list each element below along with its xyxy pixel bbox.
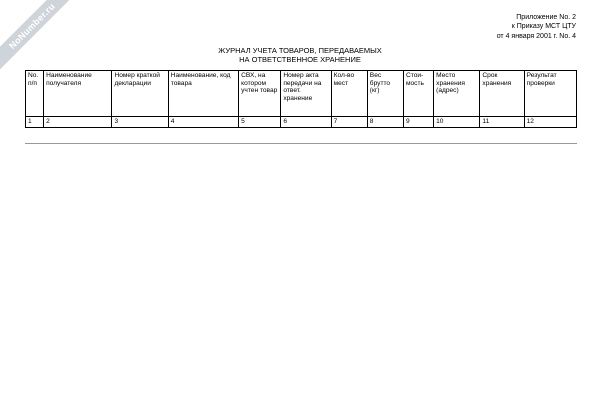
column-header: Номер краткой декларации — [112, 71, 168, 117]
appendix-note — [497, 13, 576, 41]
appendix-line: Приложение No. 2 — [516, 14, 576, 21]
column-header: СВХ, на котором учтен товар — [239, 71, 281, 117]
column-number-row — [26, 117, 577, 128]
header-row — [26, 71, 577, 117]
column-number-cell: 4 — [168, 117, 238, 128]
column-number-cell: 10 — [434, 117, 480, 128]
page-separator-line — [25, 143, 577, 144]
watermark-ribbon: NoNumber.ru — [0, 0, 80, 74]
column-header: Вес брутто (кг) — [367, 71, 403, 117]
column-number-cell: 1 — [26, 117, 44, 128]
appendix-line: от 4 января 2001 г. No. 4 — [496, 32, 576, 40]
column-header: No. п/п — [26, 71, 44, 117]
column-header: Стои- мость — [403, 71, 433, 117]
journal-table — [25, 70, 577, 128]
column-number-cell: 2 — [44, 117, 112, 128]
column-header: Место хранения (адрес) — [434, 71, 480, 117]
column-number-cell: 12 — [524, 117, 576, 128]
appendix-line: к Приказу МСТ ЦТУ — [511, 23, 576, 31]
column-number-cell: 3 — [112, 117, 168, 128]
column-number-cell: 8 — [367, 117, 403, 128]
column-number-cell: 5 — [239, 117, 281, 128]
column-header: Наименование, код товара — [168, 71, 238, 117]
column-header: Кол-во мест — [331, 71, 367, 117]
column-header: Срок хранения — [480, 71, 524, 117]
column-header: Наименование получателя — [44, 71, 112, 117]
column-number-cell: 6 — [281, 117, 331, 128]
column-number-cell: 11 — [480, 117, 524, 128]
document-title — [0, 46, 600, 64]
document-title-line: НА ОТВЕТСТВЕННОЕ ХРАНЕНИЕ — [239, 55, 361, 64]
column-number-cell: 9 — [403, 117, 433, 128]
document-title-line: ЖУРНАЛ УЧЕТА ТОВАРОВ, ПЕРЕДАВАЕМЫХ — [218, 46, 382, 55]
column-header: Результат проверки — [524, 71, 576, 117]
column-number-cell: 7 — [331, 117, 367, 128]
column-header: Номер акта передачи на ответ. хранение — [281, 71, 331, 117]
